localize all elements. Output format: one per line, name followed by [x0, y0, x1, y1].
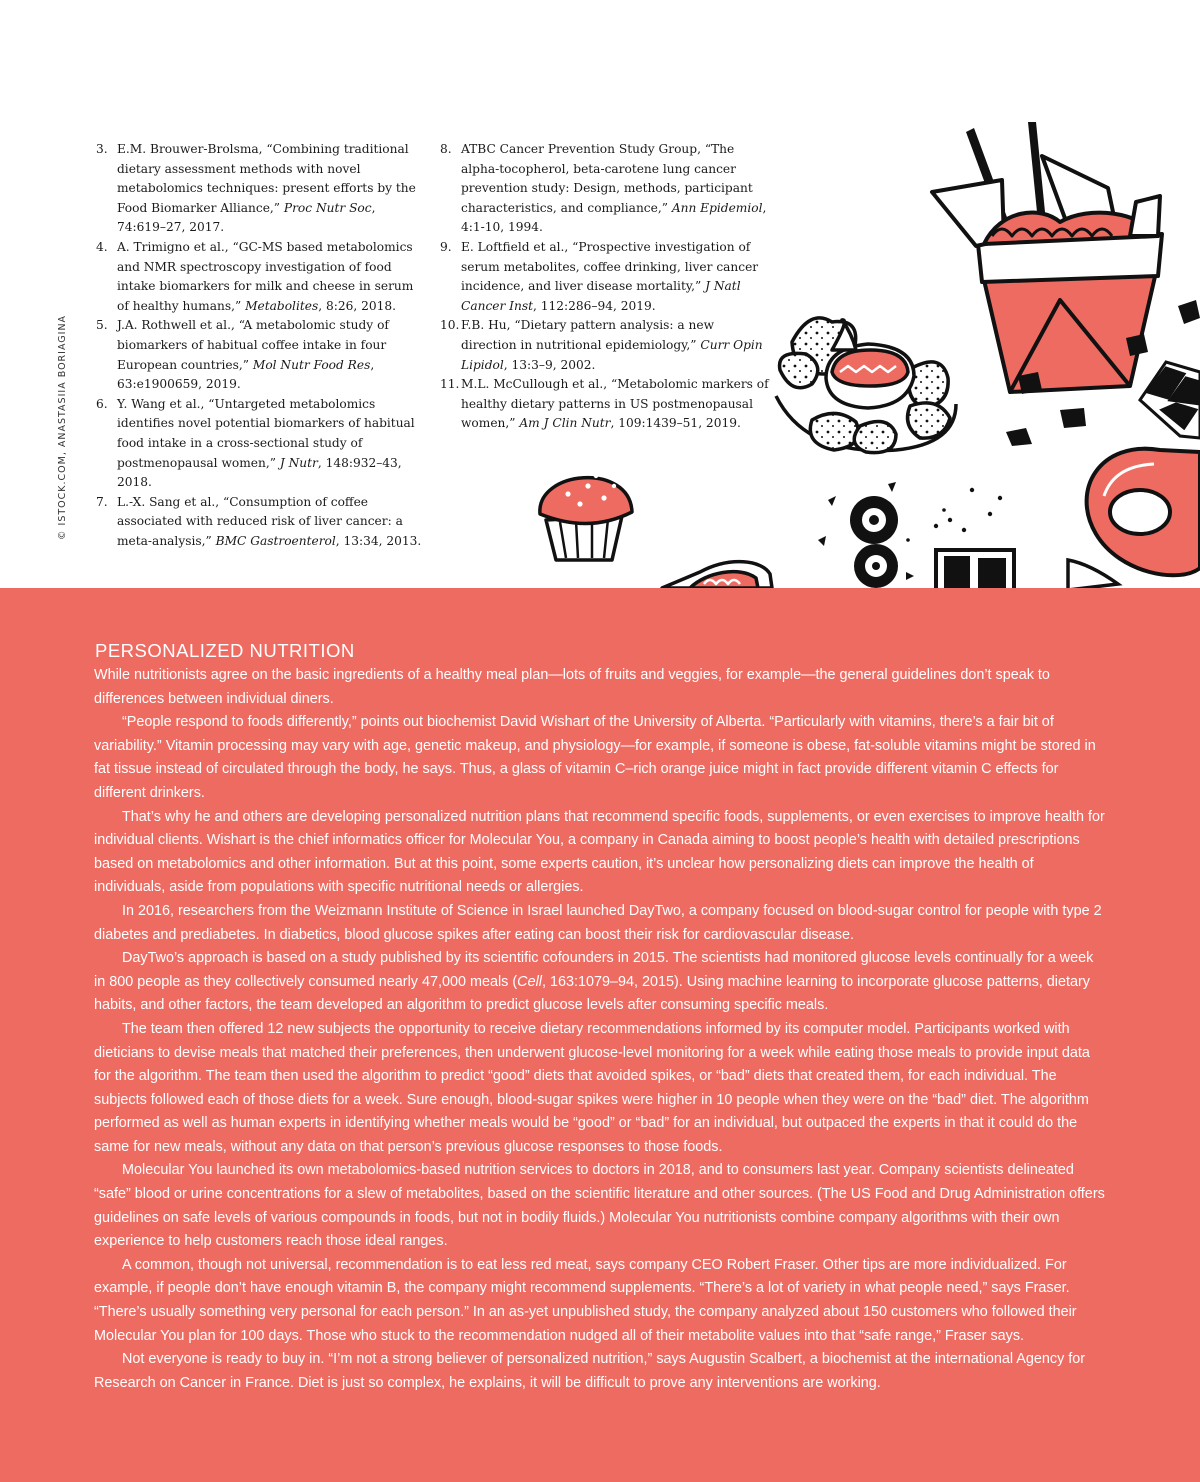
reference-journal: J Nutr	[279, 455, 318, 470]
reference-citation: , 109:1439–51, 2019.	[610, 416, 741, 431]
reference-citation: , 4:1-10, 1994.	[461, 200, 767, 235]
reference-number: 10.	[440, 318, 460, 333]
paragraph-text: DayTwo’s approach is based on a study published by its scientific cofounders in 2015. The scientists had monitored glucose levels continually for a week in 800 people as they collectively consumed nearly 47,000 meals (	[94, 950, 1094, 990]
article-paragraph: While nutritionists agree on the basic ingredients of a healthy meal plan—lots of fruits and veggies, for example—the general guidelines don’t speak to differences between individual diners.	[94, 667, 1050, 707]
article-paragraph: A common, though not universal, recommendation is to eat less red meat, says company CEO Robert Fraser. Other tips are more individualized. For example, if people don’t have enough vitamin B, the company might recommend supplements. “There’s a lot of variety in what people need,” says Fraser. “There’s usually something very personal for each person.” In an as-yet unpublished study, the company analyzed about 150 customers who followed their Molecular You plan for 100 days. Those who stuck to the recommendation nudged all of their metabolite values into that “safe range,” Fraser says.	[94, 1256, 1077, 1344]
reference-text: M.L. McCullough et al., “Metabolomic markers of healthy dietary patterns in US postmenopausal women,”	[461, 377, 769, 431]
article-paragraph: The team then offered 12 new subjects the opportunity to receive dietary recommendations informed by its computer model. Participants worked with dieticians to devise meals that matched their preferences, then underwent glucose-level monitoring for a week while eating those meals to provide input data for the algorithm. The team then used the algorithm to predict “good” diets that avoided spikes, or “bad” diets that created them, for each individual. The subjects followed each of those diets for a week. Sure enough, blood-sugar spikes were higher in 10 people when they were on the “bad” diet. The algorithm performed as well as human experts in identifying whether meals would be “good” or “bad” for an individual, but outpaced the experts in that it could do the same for new meals, without any data on that person’s previous glucose responses to those foods.	[94, 1020, 1090, 1155]
chopsticks-icon	[966, 122, 1046, 224]
chocolate-pieces-icon	[1006, 300, 1200, 446]
reference-item	[96, 493, 426, 552]
article-paragraph: “People respond to foods differently,” points out biochemist David Wishart of the University of Alberta. “Particularly with vitamins, there’s a fair bit of variability.” Vitamin processing may vary with age, genetic makeup, and physiology—for example, if someone is obese, fat-soluble vitamins might be stored in fat tissue instead of circulated through the body, he says. Thus, a glass of vitamin C–rich orange juice might in fact provide different vitamin C effects for different drinkers.	[94, 714, 1096, 801]
reference-number: 5.	[96, 318, 108, 333]
reference-text: E.M. Brouwer-Brolsma, “Combining traditional dietary assessment methods with novel metabolomics techniques: present efforts by the Food Biomarker Alliance,”	[117, 142, 416, 215]
hot-dog-icon	[662, 562, 772, 588]
reference-number: 3.	[96, 142, 108, 156]
reference-citation: , 13:34, 2013.	[335, 533, 422, 548]
takeout-box-icon	[932, 156, 1162, 392]
reference-item	[440, 316, 770, 375]
reference-number: 9.	[440, 239, 452, 254]
article-paragraph: Not everyone is ready to buy in. “I’m not a strong believer of personalized nutrition,” says Augustin Scalbert, a biochemist at the international Agency for Research on Cancer in France. Diet is just so complex, he explains, it will be difficult to prove any interventions are working.	[94, 1351, 1086, 1391]
reference-text: E. Loftfield et al., “Prospective investigation of serum metabolites, coffee drinking, liver cancer incidence, and liver disease mortality,”	[461, 239, 759, 294]
reference-item	[96, 140, 426, 238]
chocolate-bar-icon	[1140, 362, 1200, 438]
references-column-1	[96, 140, 426, 551]
chocolate-box-icon	[936, 550, 1014, 588]
reference-citation: , 13:3–9, 2002.	[503, 357, 596, 372]
reference-journal: Proc Nutr Soc	[283, 200, 372, 215]
candy-icon	[818, 482, 1002, 588]
reference-text: ATBC Cancer Prevention Study Group, “The alpha-tocopherol, beta-carotene lung cancer prevention study: Design, methods, participant characteristics, and compliance,”	[461, 142, 753, 215]
reference-number: 4.	[96, 239, 108, 254]
reference-journal: Mol Nutr Food Res	[252, 357, 371, 372]
section-heading: PERSONALIZED NUTRITION	[95, 640, 355, 661]
paragraph-text: , 163:1079–94, 2015). Using machine learning to incorporate glucose patterns, dietary habits, and other factors, the team developed an algorithm to predict glucose levels after consuming specific meals.	[94, 973, 1090, 1014]
reference-text: F.B. Hu, “Dietary pattern analysis: a new direction in nutritional epidemiology,”	[461, 318, 715, 352]
reference-citation: , 8:26, 2018.	[318, 298, 396, 313]
chip-icon	[1068, 560, 1118, 588]
chips-and-dip-icon	[776, 318, 956, 453]
reference-number: 7.	[96, 494, 108, 509]
reference-citation: , 148:932–43, 2018.	[117, 455, 402, 490]
reference-journal: Am J Clin Nutr	[519, 416, 611, 431]
reference-item	[440, 238, 770, 316]
reference-item	[440, 140, 770, 238]
reference-item	[96, 316, 426, 394]
reference-item	[440, 375, 770, 434]
reference-citation: , 74:619–27, 2017.	[117, 200, 376, 235]
donut-icon	[1087, 449, 1200, 576]
reference-citation: , 112:286–94, 2019.	[533, 298, 656, 313]
reference-number: 8.	[440, 142, 452, 156]
reference-journal: Ann Epidemiol	[671, 200, 763, 215]
article-body	[94, 664, 1106, 1395]
reference-text: A. Trimigno et al., “GC-MS based metabolomics and NMR spectroscopy investigation of food intake biomarkers for milk and cheese in serum of healthy humans,”	[117, 239, 414, 313]
reference-text: L.-X. Sang et al., “Consumption of coffee associated with reduced risk of liver cancer: a meta-analysis,”	[117, 494, 403, 548]
reference-number: 6.	[96, 396, 108, 411]
article-paragraph: In 2016, researchers from the Weizmann Institute of Science in Israel launched DayTwo, a company focused on blood-sugar control for people with type 2 diabetes and prediabetes. In diabetics, blood glucose spikes after eating can boost their risk for cardiovascular disease.	[94, 902, 1102, 943]
photo-credit: © ISTOCK.COM, ANASTASIIA BORIAGINA	[57, 314, 68, 540]
article-paragraph: That’s why he and others are developing personalized nutrition plans that recommend specific foods, supplements, or even exercises to improve health for individual clients. Wishart is the chief informatics officer for Molecular You, a company in Canada aiming to boost people’s health with detailed prescriptions based on metabolomics and other information. But at this point, some experts caution, it’s unclear how personalizing diets can improve the health of individuals, aside from populations with specific nutritional needs or allergies.	[94, 808, 1105, 896]
reference-number: 11.	[440, 377, 460, 392]
journal-name: Cell	[517, 973, 542, 990]
reference-journal: Curr Opin Lipidol	[461, 337, 763, 372]
reference-item	[96, 395, 426, 493]
article-paragraph: Molecular You launched its own metabolomics-based nutrition services to doctors in 2018, and to consumers last year. Company scientists delineated “safe” blood or urine concentrations for a slew of metabolites, based on the scientific literature and other sources. (The US Food and Drug Administration offers guidelines on safe levels of various compounds in foods, but not in bodily fluids.) Molecular You nutritionists combine company algorithms with their own experience to help customers reach those ideal ranges.	[94, 1162, 1105, 1250]
article-paragraph	[94, 947, 1106, 1018]
reference-text: J.A. Rothwell et al., “A metabolomic study of biomarkers of habitual coffee intake in four European countries,”	[117, 318, 389, 372]
reference-journal: Metabolites	[245, 298, 319, 313]
reference-journal: J Natl Cancer Inst	[461, 279, 741, 313]
reference-text: Y. Wang et al., “Untargeted metabolomics identifies novel potential biomarkers of habitual food intake in a cross-sectional study of postmenopausal women,”	[117, 396, 415, 470]
references-column-2	[440, 140, 770, 434]
reference-item	[96, 238, 426, 316]
reference-citation: , 63:e1900659, 2019.	[117, 357, 375, 392]
reference-journal: BMC Gastroenterol	[215, 533, 336, 548]
muffin-icon	[540, 474, 632, 560]
